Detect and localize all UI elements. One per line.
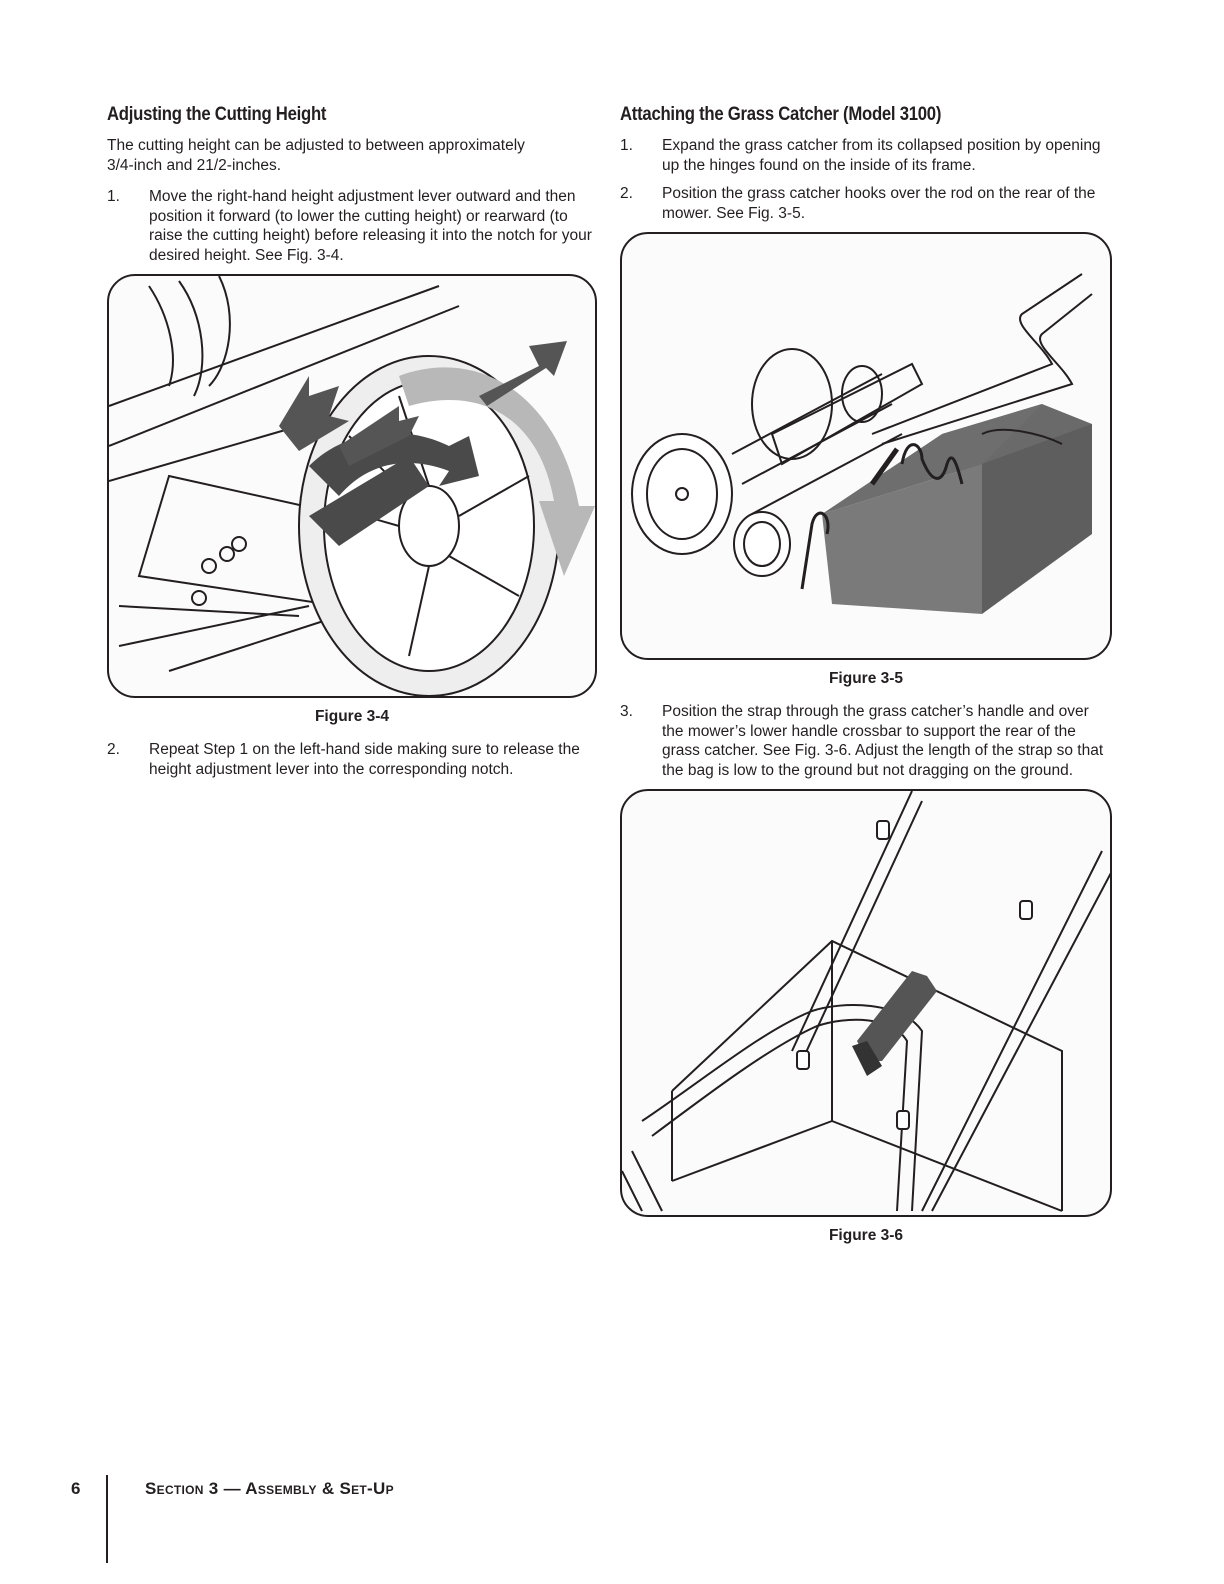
cutting-height-heading: Adjusting the Cutting Height	[107, 104, 327, 125]
step-text: Move the right-hand height adjustment lever outward and then position it forward (to lower the cutting height) or rearward (to raise the cutting height) before releasing it into the notch for your desired height. See Fig. 3-4.	[149, 188, 592, 264]
grass-catcher-heading: Attaching the Grass Catcher (Model 3100)	[620, 104, 942, 125]
step-number: 2.	[620, 185, 633, 202]
intro-line-2: 3/4-inch and 21/2-inches.	[107, 156, 282, 174]
left-step-1	[107, 187, 597, 265]
figure-3-4-caption: Figure 3-4	[314, 708, 390, 725]
right-step-2	[620, 184, 1112, 223]
right-step-1	[620, 136, 1112, 175]
step-text: Repeat Step 1 on the left-hand side making sure to release the height adjustment lever into the corresponding notch.	[149, 741, 580, 778]
figure-3-5	[620, 232, 1112, 660]
left-step-2	[107, 740, 597, 779]
figure-3-4	[107, 274, 597, 698]
page-footer	[0, 1475, 1224, 1565]
figure-3-5-caption: Figure 3-5	[828, 670, 904, 687]
step-number: 1.	[620, 137, 633, 154]
grass-catcher-hooks-illustration	[622, 234, 1110, 658]
step-number: 1.	[107, 188, 120, 205]
step-number: 3.	[620, 703, 633, 720]
height-adjustment-illustration	[109, 276, 595, 696]
page-number: 6	[71, 1479, 81, 1498]
cutting-height-intro	[107, 136, 597, 175]
section-title: Section 3 — Assembly & Set-Up	[145, 1479, 394, 1498]
strap-support-illustration	[622, 791, 1110, 1215]
step-text: Expand the grass catcher from its collapsed position by opening up the hinges found on the inside of its frame.	[662, 137, 1101, 174]
right-column	[620, 104, 1112, 1259]
footer-divider	[106, 1475, 108, 1563]
step-number: 2.	[107, 741, 120, 758]
right-step-3	[620, 702, 1112, 780]
step-text: Position the grass catcher hooks over the rod on the rear of the mower. See Fig. 3-5.	[662, 185, 1096, 222]
figure-3-6-caption: Figure 3-6	[828, 1227, 904, 1244]
left-column	[107, 104, 597, 788]
intro-line-1: The cutting height can be adjusted to between approximately	[107, 137, 525, 154]
step-text: Position the strap through the grass catcher’s handle and over the mower’s lower handle crossbar to support the rear of the grass catcher. See Fig. 3-6. Adjust the length of the strap so that the bag is low to the ground but not dragging on the ground.	[662, 703, 1104, 779]
figure-3-6	[620, 789, 1112, 1217]
